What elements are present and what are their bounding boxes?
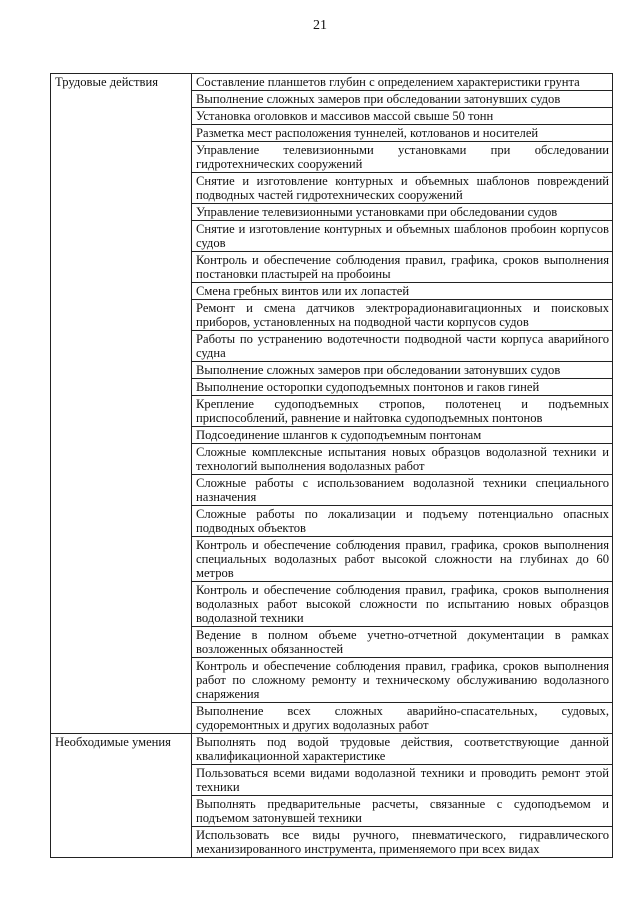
table-cell-item: Выполнять предварительные расчеты, связанные с судоподъемом и подъемом затонувшей техники <box>192 796 613 827</box>
table-cell-item: Управление телевизионными установками при обследовании судов <box>192 204 613 221</box>
table-cell-item: Контроль и обеспечение соблюдения правил, графика, сроков выполнения постановки пластырей на пробоины <box>192 252 613 283</box>
table-cell-item: Пользоваться всеми видами водолазной техники и проводить ремонт этой техники <box>192 765 613 796</box>
table-cell-item: Снятие и изготовление контурных и объемных шаблонов повреждений подводных частей гидротехнических сооружений <box>192 173 613 204</box>
table-cell-item: Контроль и обеспечение соблюдения правил, графика, сроков выполнения работ по сложному ремонту и техническому обслуживанию водолазного снаряжения <box>192 658 613 703</box>
table-cell-item: Сложные комплексные испытания новых образцов водолазной техники и технологий выполнения водолазных работ <box>192 444 613 475</box>
table-cell-item: Работы по устранению водотечности подводной части корпуса аварийного судна <box>192 331 613 362</box>
table-cell-item: Выполнение сложных замеров при обследовании затонувших судов <box>192 362 613 379</box>
table-cell-item: Выполнение осторопки судоподъемных понтонов и гаков гиней <box>192 379 613 396</box>
table-cell-item: Подсоединение шлангов к судоподъемным понтонам <box>192 427 613 444</box>
table-cell-item: Ремонт и смена датчиков электрорадионавигационных и поисковых приборов, установленных на подводной части корпусов судов <box>192 300 613 331</box>
table-cell-item: Контроль и обеспечение соблюдения правил, графика, сроков выполнения водолазных работ высокой сложности по испытанию новых образцов водолазной техники <box>192 582 613 627</box>
table-cell-item: Крепление судоподъемных стропов, полотенец и подъемных приспособлений, равнение и найтовка судоподъемных понтонов <box>192 396 613 427</box>
table-cell-item: Выполнение сложных замеров при обследовании затонувших судов <box>192 91 613 108</box>
table-cell-item: Установка оголовков и массивов массой свыше 50 тонн <box>192 108 613 125</box>
table-cell-item: Контроль и обеспечение соблюдения правил, графика, сроков выполнения специальных водолазных работ высокой сложности на глубинах до 60 метров <box>192 537 613 582</box>
table-cell-item: Использовать все виды ручного, пневматического, гидравлического механизированного инструмента, применяемого при всех видах <box>192 827 613 858</box>
table-body <box>51 74 613 858</box>
qualification-table <box>50 73 613 858</box>
table-row <box>51 734 613 765</box>
page-number: 21 <box>313 18 327 33</box>
table-cell-item: Разметка мест расположения туннелей, котлованов и носителей <box>192 125 613 142</box>
table-cell-item: Выполнение всех сложных аварийно-спасательных, судовых, судоремонтных и других водолазных работ <box>192 703 613 734</box>
section-label-labor-actions: Трудовые действия <box>51 74 192 734</box>
table-cell-item: Ведение в полном объеме учетно-отчетной документации в рамках возложенных обязанностей <box>192 627 613 658</box>
table-cell-item: Выполнять под водой трудовые действия, соответствующие данной квалификационной характеристике <box>192 734 613 765</box>
table-cell-item: Управление телевизионными установками при обследовании гидротехнических сооружений <box>192 142 613 173</box>
table-cell-item: Сложные работы по локализации и подъему потенциально опасных подводных объектов <box>192 506 613 537</box>
section-label-required-skills: Необходимые умения <box>51 734 192 858</box>
table-row <box>51 74 613 91</box>
table-cell-item: Снятие и изготовление контурных и объемных шаблонов пробоин корпусов судов <box>192 221 613 252</box>
table-cell-item: Сложные работы с использованием водолазной техники специального назначения <box>192 475 613 506</box>
table-cell-item: Смена гребных винтов или их лопастей <box>192 283 613 300</box>
table-cell-item: Составление планшетов глубин с определением характеристики грунта <box>192 74 613 91</box>
